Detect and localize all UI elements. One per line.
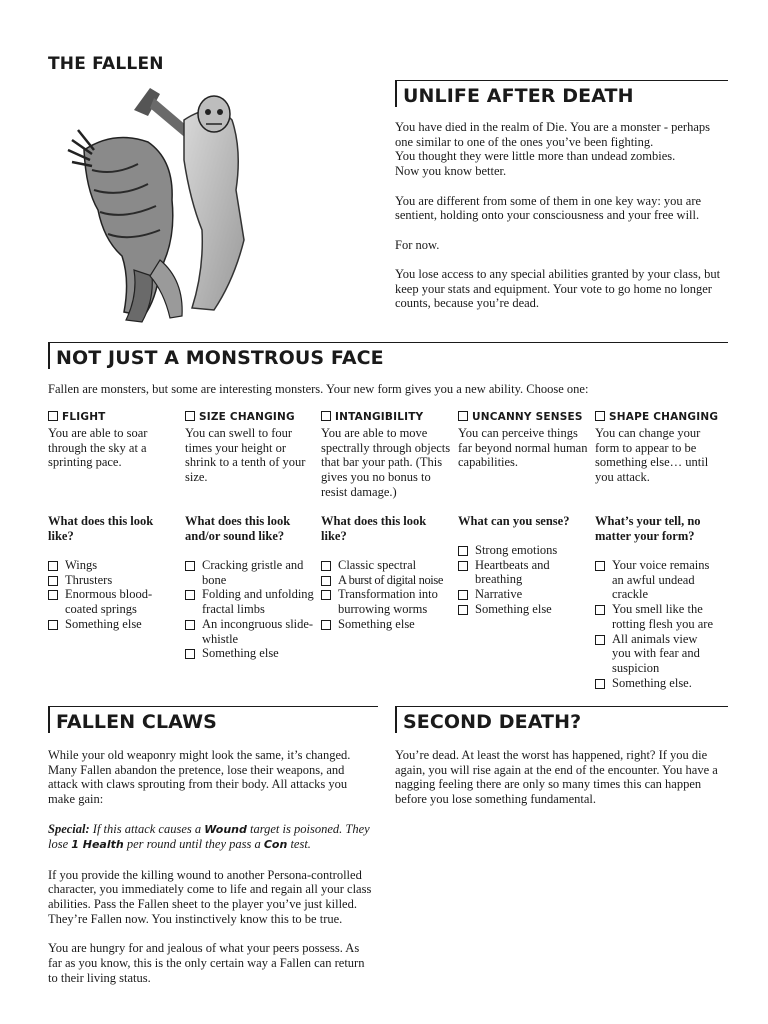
- unlife-paragraph: You have died in the realm of Die. You are a monster - perhaps one similar to one of the ones you’ve been fighting.: [395, 120, 710, 149]
- checkbox[interactable]: [185, 620, 195, 630]
- checkbox[interactable]: [48, 411, 58, 421]
- option-item[interactable]: Something else: [321, 617, 453, 632]
- option-item[interactable]: Strong emotions: [458, 543, 590, 558]
- option-item[interactable]: Transformation into burrowing worms: [321, 587, 453, 616]
- ability-options: [48, 558, 180, 632]
- checkbox[interactable]: [595, 635, 605, 645]
- claws-paragraph: You are hungry for and jealous of what your peers possess. As far as you know, this is the only certain way a Fallen can return to their living status.: [48, 941, 365, 985]
- option-item[interactable]: Classic spectral: [321, 558, 453, 573]
- option-item[interactable]: Something else: [185, 646, 317, 661]
- ability-title: INTANGIBILITY: [321, 410, 451, 426]
- ability-options: [458, 543, 590, 617]
- option-item[interactable]: Heartbeats and breathing: [458, 558, 590, 587]
- ability-uncanny-senses: [458, 410, 588, 700]
- checkbox[interactable]: [595, 605, 605, 615]
- checkbox[interactable]: [321, 561, 331, 571]
- option-item[interactable]: Cracking gristle and bone: [185, 558, 317, 587]
- ability-question: What does this look like?: [48, 514, 154, 543]
- option-item[interactable]: Something else.: [595, 676, 717, 691]
- claws-paragraph: If you provide the killing wound to another Persona-controlled character, you immediately come to life and regain all your class abilities. Pass the Fallen sheet to the player you’ve just killed. They’re Fallen now. You instinctively know this to be true.: [48, 867, 372, 926]
- ability-title: UNCANNY SENSES: [458, 410, 588, 426]
- option-item[interactable]: Your voice remains an awful undead crackle: [595, 558, 717, 602]
- ability-title: FLIGHT: [48, 410, 178, 426]
- ability-options: [185, 558, 317, 661]
- option-item[interactable]: A burst of digital noise: [321, 573, 453, 588]
- fallen-claws-text: [48, 748, 376, 1000]
- ability-description: You are able to soar through the sky at a sprinting pace.: [48, 426, 148, 470]
- checkbox[interactable]: [458, 411, 468, 421]
- unlife-paragraph: You thought they were little more than undead zombies.: [395, 149, 676, 164]
- ability-question: What’s your tell, no matter your form?: [595, 514, 701, 543]
- unlife-after-death-heading: UNLIFE AFTER DEATH: [395, 80, 728, 107]
- unlife-paragraph: For now.: [395, 237, 440, 252]
- checkbox[interactable]: [595, 561, 605, 571]
- fallen-claws-heading: FALLEN CLAWS: [48, 706, 378, 733]
- ability-size-changing: [185, 410, 315, 700]
- special-label: Special:: [48, 821, 90, 836]
- checkbox[interactable]: [321, 411, 331, 421]
- ability-shape-changing: [595, 410, 725, 700]
- claws-special-rule: Special: If this attack causes a Wound target is poisoned. They lose 1 Health per round until they pass a Con test.: [48, 821, 370, 852]
- monstrous-face-heading: NOT JUST A MONSTROUS FACE: [48, 342, 728, 369]
- checkbox[interactable]: [48, 561, 58, 571]
- unlife-after-death-text: [395, 120, 725, 326]
- page-title: THE FALLEN: [48, 54, 164, 74]
- checkbox[interactable]: [48, 590, 58, 600]
- option-item[interactable]: Something else: [48, 617, 180, 632]
- ability-description: You can swell to four times your height or shrink to a tenth of your size.: [185, 426, 306, 485]
- checkbox[interactable]: [458, 561, 468, 571]
- ability-columns: [48, 410, 728, 700]
- option-item[interactable]: An incongruous slide-whistle: [185, 617, 317, 646]
- unlife-paragraph: You lose access to any special abilities granted by your class, but keep your stats and equipment. Your vote to go home no longer counts, because you’re dead.: [395, 266, 721, 311]
- option-item[interactable]: Wings: [48, 558, 180, 573]
- checkbox[interactable]: [321, 620, 331, 630]
- option-item[interactable]: Thrusters: [48, 573, 180, 588]
- checkbox[interactable]: [48, 576, 58, 586]
- unlife-paragraph: Now you know better.: [395, 164, 507, 179]
- second-death-heading: SECOND DEATH?: [395, 706, 728, 733]
- checkbox[interactable]: [185, 649, 195, 659]
- ability-title: SIZE CHANGING: [185, 410, 315, 426]
- claws-paragraph: While your old weaponry might look the same, it’s changed. Many Fallen abandon the pretence, lose their weapons, and attack with claws sprouting from their body. All attacks you make gain:: [48, 748, 351, 807]
- ability-description: You are able to move spectrally through objects that bar your path. (This gives you no bonus to resist damage.): [321, 426, 451, 499]
- ability-description: You can perceive things far beyond normal human capabilities.: [458, 426, 588, 470]
- checkbox[interactable]: [185, 411, 195, 421]
- checkbox[interactable]: [595, 679, 605, 689]
- option-item[interactable]: All animals view you with fear and suspicion: [595, 632, 717, 676]
- option-item[interactable]: Enormous blood-coated springs: [48, 587, 180, 616]
- keyword-con: Con: [263, 838, 288, 852]
- checkbox[interactable]: [595, 411, 605, 421]
- ability-description: You can change your form to appear to be something else… until you attack.: [595, 426, 709, 485]
- ability-question: What does this look like?: [321, 514, 427, 543]
- checkbox[interactable]: [321, 590, 331, 600]
- checkbox[interactable]: [185, 561, 195, 571]
- second-death-paragraph: You’re dead. At least the worst has happened, right? If you die again, you will rise again at the end of the encounter. You have a nagging feeling there are only so many times this can happen before you lose something fundamental.: [395, 748, 718, 807]
- keyword-wound: Wound: [204, 822, 247, 836]
- checkbox[interactable]: [185, 590, 195, 600]
- option-item[interactable]: Narrative: [458, 587, 590, 602]
- checkbox[interactable]: [458, 546, 468, 556]
- keyword-health: 1 Health: [71, 838, 124, 852]
- option-item[interactable]: Folding and unfolding fractal limbs: [185, 587, 317, 616]
- second-death-text: [395, 748, 725, 822]
- option-item[interactable]: You smell like the rotting flesh you are: [595, 602, 717, 631]
- ability-options: [595, 558, 717, 690]
- checkbox[interactable]: [458, 605, 468, 615]
- checkbox[interactable]: [48, 620, 58, 630]
- fallen-monster-illustration: [64, 80, 254, 330]
- ability-title: SHAPE CHANGING: [595, 410, 725, 426]
- ability-options: [321, 558, 453, 632]
- unlife-paragraph: You are different from some of them in one key way: you are sentient, holding onto your consciousness and your free will.: [395, 193, 702, 223]
- ability-question: What does this look and/or sound like?: [185, 514, 291, 543]
- option-item[interactable]: Something else: [458, 602, 590, 617]
- checkbox[interactable]: [321, 576, 331, 586]
- checkbox[interactable]: [458, 590, 468, 600]
- ability-question: What can you sense?: [458, 514, 570, 528]
- monstrous-intro: Fallen are monsters, but some are interesting monsters. Your new form gives you a new ability. Choose one:: [48, 382, 589, 396]
- ability-intangibility: [321, 410, 451, 700]
- ability-flight: [48, 410, 178, 700]
